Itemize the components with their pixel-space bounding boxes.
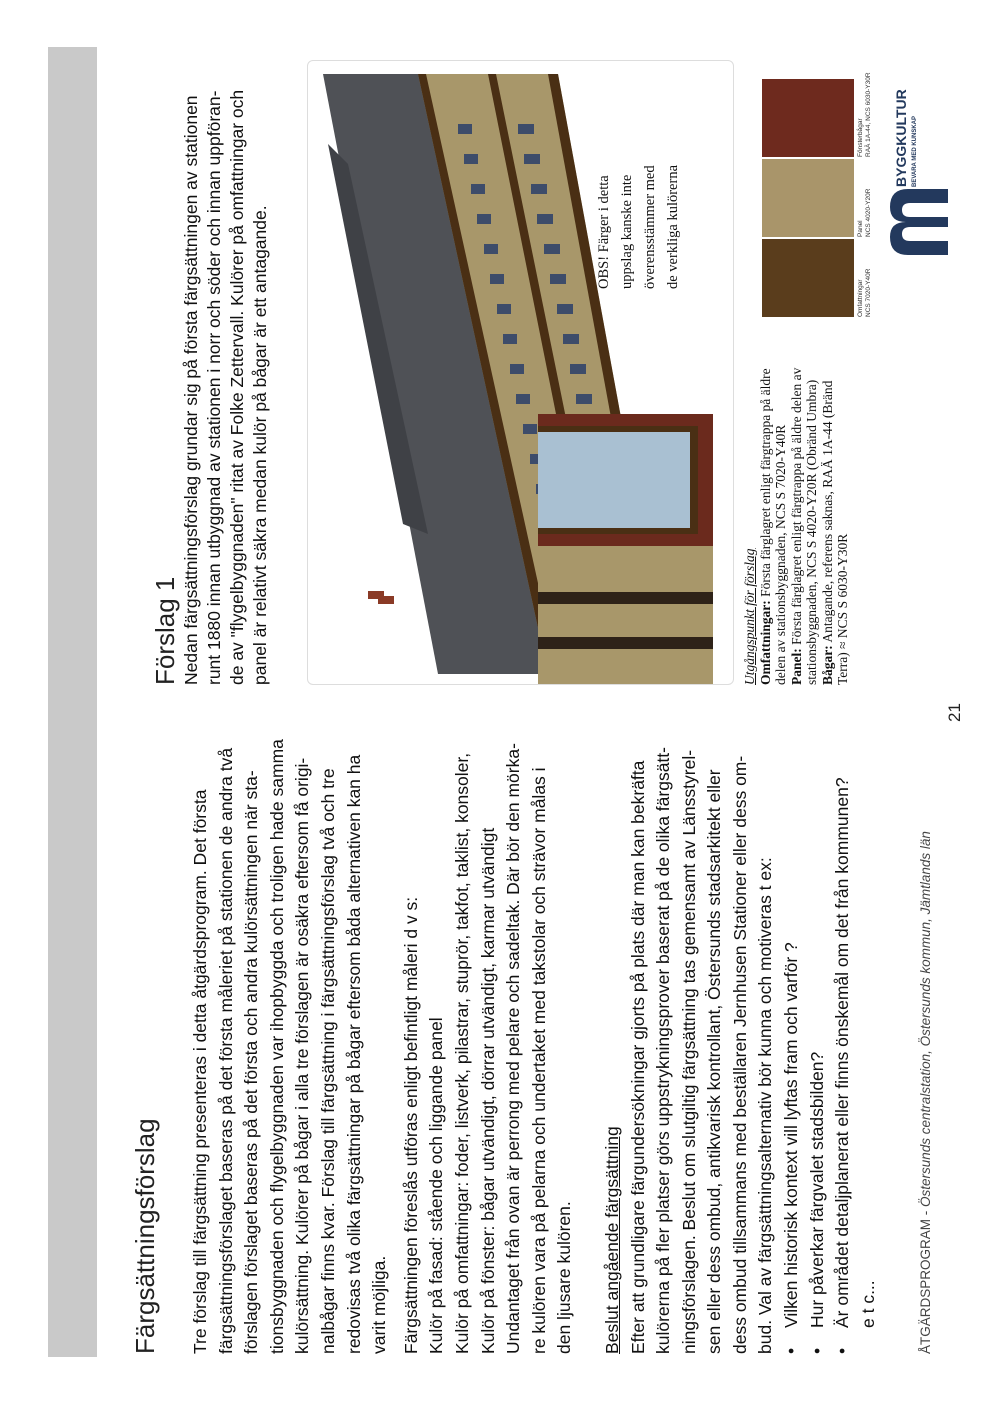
text-line: Undantaget från ovan är perrong med pelare och sadeltak. Där bör den mörka- [503,743,524,1354]
text-line: bud. Val av färgsättningsalternativ bör kunna och motiveras t ex: [755,857,776,1354]
text-line: de av "flygelbyggnaden" ritat av Folke Zettervall. Kulörer på omfattningar och [227,89,247,685]
swatch-block [762,239,854,317]
text-line: Efter att grundligare färgundersökningar gjorts på plats där man kan bekräfta [627,760,648,1354]
text-line: tionsbyggnaden och flygelbyggnaden var ihopbyggda och troligen hade samma [266,739,287,1354]
basis-line: Terra) ≈ NCS S 6030-Y30R [835,533,850,685]
swatch-panel: Panel NCS 4020-Y20R [762,159,873,237]
text-line: e t c... [857,1280,878,1328]
text-line: Kulör på omfattningar: foder, listverk, pilastrar, stuprör, takfot, taklist, konsoler, [451,752,472,1354]
text-line: re kulören vara på pelarna och undertaket med takstolar och strävor målas i [528,767,549,1354]
text-line: den ljusare kulören. [554,1201,575,1354]
swatch-block [762,79,854,157]
text-line: kulörsättning. Kulörer på bågar i alla tre förslagen är osäkra eftersom få origi- [292,757,313,1354]
swatch-bagar: Fönsterbågar RAÄ 1A-44, NCS 6030-Y30R [762,72,873,157]
bullet-item: •Är området detaljplanerat eller finns önskemål om det från kommunen? [832,777,853,1354]
basis-block [742,265,851,685]
facade-detail-inset [538,414,713,684]
text-line: kulörerna på fler platser görs uppstrykningsprover baserat på de olika färgsätt- [653,747,674,1354]
page-number: 21 [945,703,964,722]
page-title: Färgsättningsförslag [130,1118,160,1354]
text-line: nalbågar finns kvar. Förslag till färgsättning i färgsättningsförslag två och tre [317,768,338,1354]
byggkultur-logo [888,187,955,257]
logo-mark-icon [888,187,950,257]
header-band [48,47,97,1357]
swatch-omfattningar: Omfattningar NCS 7020-Y40R [762,239,873,317]
text-line: Färgsättningen föreslås utföras enligt befintligt måleri d v s: [400,896,421,1354]
text-line: Tre förslag till färgsättning presenteras i detta åtgärdsprogram. Det första [190,789,210,1354]
text-line: förslagen förslaget baseras på det första och andra kulörsättningen när sta- [241,770,262,1354]
basis-line: delen av stationsbyggnaden, NCS S 7020-Y40R [773,424,788,685]
text-line: varit möjliga. [369,1255,390,1354]
obs-note: OBS! Färger i detta uppslag kanske inte överensstämmer med de verkliga kulörerna [596,164,681,289]
text-line: sen eller dess ombud, antikvarisk kontrollant, Östersunds stadsarkitekt eller [704,769,725,1354]
logo-tagline: BEVARA MED KUNSKAP [912,115,918,187]
text-line: redovisas två olika färgsättningar på bågar eftersom båda alternativen kan ha [343,754,364,1354]
section-heading: Beslut angående färgsättning [601,1126,622,1354]
text-line: Nedan färgsättningsförslag grundar sig på första färgsättningen av stationen [181,95,201,685]
proposal-intro [180,25,272,685]
text-line: ningsförslagen. Beslut om slutgiltig färgsättning tas gemensamt av Länsstyrel- [678,749,699,1354]
basis-line: Bågar: Antagande, referens saknas, RAÄ 1A-44 (Bränd [819,380,835,685]
basis-line: Panel: Första färglagret enligt färgtrappa på äldre delen av [788,367,804,685]
footer: ÅTGÄRDSPROGRAM - Östersunds centralstation, Östersunds kommun, Jämtlands län [918,831,933,1354]
text-line: Kulör på fasad: stående och liggande panel [426,1017,447,1354]
left-text-block [188,714,881,1354]
text-line: panel är relativt säkra medan kulör på bågar är ett antagande. [250,205,270,685]
logo-name: BYGGKULTUR [893,89,909,187]
building-illustration [307,60,734,685]
proposal-title: Förslag 1 [150,576,180,685]
basis-line: Omfattningar: Första färglagret enligt färgtrappa på äldre [757,368,773,685]
text-line: dess ombud tillsammans med beställaren Jernhusen Stationer eller dess om- [729,755,750,1354]
basis-heading: Utgångspunkt för förslag [742,548,757,685]
text-line: färgsättningsförslaget baseras på det första måleriet på stationen de andra två [215,747,236,1354]
station-rendering [308,61,733,684]
swatch-block [762,159,854,237]
basis-line: stationsbyggnaden, NCS S 4020-Y20R (Obränd Umbra) [804,379,819,685]
bullet-item: •Hur påverkar färgvalet stadsbilden? [806,1051,827,1354]
bullet-item: •Vilken historisk kontext vill lyftas fram och varför ? [781,942,802,1354]
text-line: runt 1880 innan utbyggnad av stationen i norr och söder och innan uppföran- [204,90,224,685]
text-line: Kulör på fönster: bågar utvändigt, dörrar utvändigt, karmar utvändigt [477,827,498,1354]
